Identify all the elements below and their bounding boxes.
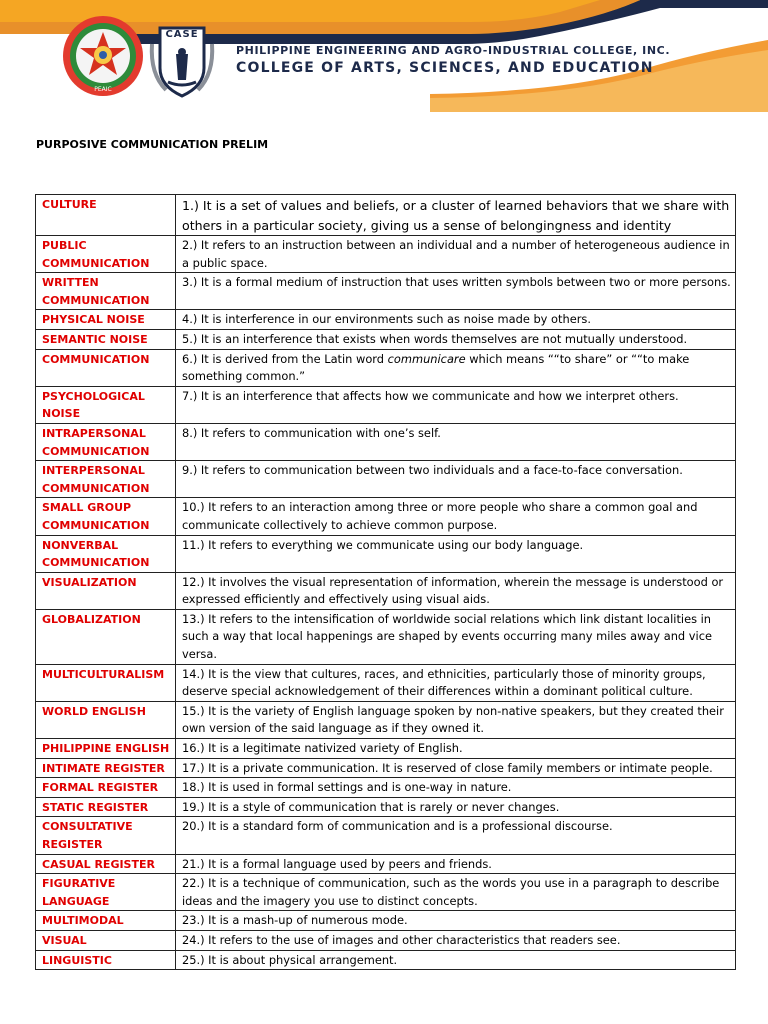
college-name: COLLEGE OF ARTS, SCIENCES, AND EDUCATION xyxy=(236,60,654,76)
term-cell: INTRAPERSONAL COMMUNICATION xyxy=(36,423,176,460)
definition-cell: 9.) It refers to communication between two individuals and a face-to-face conversation. xyxy=(176,461,736,498)
table-row xyxy=(36,310,736,330)
table-row xyxy=(36,349,736,386)
definition-cell: 1.) It is a set of values and beliefs, or a cluster of learned behaviors that we share with others in a particular society, giving us a sense of belongingness and identity xyxy=(176,195,736,236)
table-row xyxy=(36,195,736,236)
definition-cell: 2.) It refers to an instruction between an individual and a number of heterogeneous audience in a public space. xyxy=(176,236,736,273)
definition-cell: 12.) It involves the visual representation of information, wherein the message is understood or expressed efficiently and effectively using visual aids. xyxy=(176,572,736,609)
college-seal-logo xyxy=(62,15,144,97)
term-cell: INTERPERSONAL COMMUNICATION xyxy=(36,461,176,498)
term-cell: CASUAL REGISTER xyxy=(36,854,176,874)
table-row xyxy=(36,664,736,701)
term-cell: SMALL GROUP COMMUNICATION xyxy=(36,498,176,535)
table-row xyxy=(36,817,736,854)
table-row xyxy=(36,758,736,778)
terms-table xyxy=(35,194,736,970)
definition-cell: 10.) It refers to an interaction among three or more people who share a common goal and communicate collectively to achieve common purpose. xyxy=(176,498,736,535)
definition-text: which means ““to share” or ““to make something common.” xyxy=(182,351,690,384)
institution-name: PHILIPPINE ENGINEERING AND AGRO-INDUSTRIAL COLLEGE, INC. xyxy=(236,44,671,57)
table-row xyxy=(36,778,736,798)
definition-cell: 13.) It refers to the intensification of worldwide social relations which link distant localities in such a way that local happenings are shaped by events occurring many miles away and vice versa. xyxy=(176,609,736,664)
table-row xyxy=(36,854,736,874)
definition-cell: 25.) It is about physical arrangement. xyxy=(176,950,736,970)
term-cell: MULTIMODAL xyxy=(36,911,176,931)
table-row xyxy=(36,930,736,950)
definition-cell: 15.) It is the variety of English language spoken by non-native speakers, but they created their own version of the said language as if they owned it. xyxy=(176,701,736,738)
document-title: PURPOSIVE COMMUNICATION PRELIM xyxy=(36,138,269,151)
term-cell: PUBLIC COMMUNICATION xyxy=(36,236,176,273)
term-cell: CULTURE xyxy=(36,195,176,236)
term-cell: VISUAL xyxy=(36,930,176,950)
definition-text: 6.) It is derived from the Latin word xyxy=(182,351,388,366)
definition-cell: 19.) It is a style of communication that is rarely or never changes. xyxy=(176,797,736,817)
definition-cell: 14.) It is the view that cultures, races, and ethnicities, particularly those of minority groups, deserve special acknowledgement of their differences within a dominant political culture. xyxy=(176,664,736,701)
definition-cell: 3.) It is a formal medium of instruction that uses written symbols between two or more persons. xyxy=(176,273,736,310)
page-header xyxy=(0,0,768,112)
term-cell: FIGURATIVE LANGUAGE xyxy=(36,874,176,911)
definition-cell: 24.) It refers to the use of images and other characteristics that readers see. xyxy=(176,930,736,950)
definition-cell: 4.) It is interference in our environments such as noise made by others. xyxy=(176,310,736,330)
table-row xyxy=(36,423,736,460)
term-cell: PHYSICAL NOISE xyxy=(36,310,176,330)
table-row xyxy=(36,911,736,931)
term-cell: MULTICULTURALISM xyxy=(36,664,176,701)
term-cell: SEMANTIC NOISE xyxy=(36,329,176,349)
table-row xyxy=(36,609,736,664)
table-row xyxy=(36,236,736,273)
definition-cell: 16.) It is a legitimate nativized variety of English. xyxy=(176,739,736,759)
definition-cell: 8.) It refers to communication with one’s self. xyxy=(176,423,736,460)
definition-cell: 5.) It is an interference that exists when words themselves are not mutually understood. xyxy=(176,329,736,349)
term-cell: INTIMATE REGISTER xyxy=(36,758,176,778)
term-cell: LINGUISTIC xyxy=(36,950,176,970)
table-row xyxy=(36,329,736,349)
definition-cell: 7.) It is an interference that affects how we communicate and how we interpret others. xyxy=(176,386,736,423)
definition-cell: 21.) It is a formal language used by peers and friends. xyxy=(176,854,736,874)
term-cell: STATIC REGISTER xyxy=(36,797,176,817)
table-row xyxy=(36,461,736,498)
definition-cell: 20.) It is a standard form of communication and is a professional discourse. xyxy=(176,817,736,854)
table-row xyxy=(36,950,736,970)
definition-cell: 23.) It is a mash-up of numerous mode. xyxy=(176,911,736,931)
definition-cell xyxy=(176,349,736,386)
term-cell: WRITTEN COMMUNICATION xyxy=(36,273,176,310)
definition-cell: 18.) It is used in formal settings and is one-way in nature. xyxy=(176,778,736,798)
case-logo-text: CASE xyxy=(165,29,199,40)
definition-emphasis: communicare xyxy=(387,351,466,366)
table-row xyxy=(36,739,736,759)
table-row xyxy=(36,874,736,911)
term-cell: GLOBALIZATION xyxy=(36,609,176,664)
term-cell: PSYCHOLOGICAL NOISE xyxy=(36,386,176,423)
definition-cell: 11.) It refers to everything we communicate using our body language. xyxy=(176,535,736,572)
term-cell: WORLD ENGLISH xyxy=(36,701,176,738)
term-cell: FORMAL REGISTER xyxy=(36,778,176,798)
definition-cell: 17.) It is a private communication. It is reserved of close family members or intimate people. xyxy=(176,758,736,778)
term-cell: COMMUNICATION xyxy=(36,349,176,386)
term-cell: CONSULTATIVE REGISTER xyxy=(36,817,176,854)
definition-cell: 22.) It is a technique of communication, such as the words you use in a paragraph to describe ideas and the imagery you use to distinct concepts. xyxy=(176,874,736,911)
seal-text: PEAIC xyxy=(94,86,112,93)
table-row xyxy=(36,386,736,423)
term-cell: VISUALIZATION xyxy=(36,572,176,609)
table-row xyxy=(36,572,736,609)
table-row xyxy=(36,701,736,738)
term-cell: NONVERBAL COMMUNICATION xyxy=(36,535,176,572)
table-row xyxy=(36,498,736,535)
table-row xyxy=(36,797,736,817)
term-cell: PHILIPPINE ENGLISH xyxy=(36,739,176,759)
table-row xyxy=(36,273,736,310)
table-row xyxy=(36,535,736,572)
